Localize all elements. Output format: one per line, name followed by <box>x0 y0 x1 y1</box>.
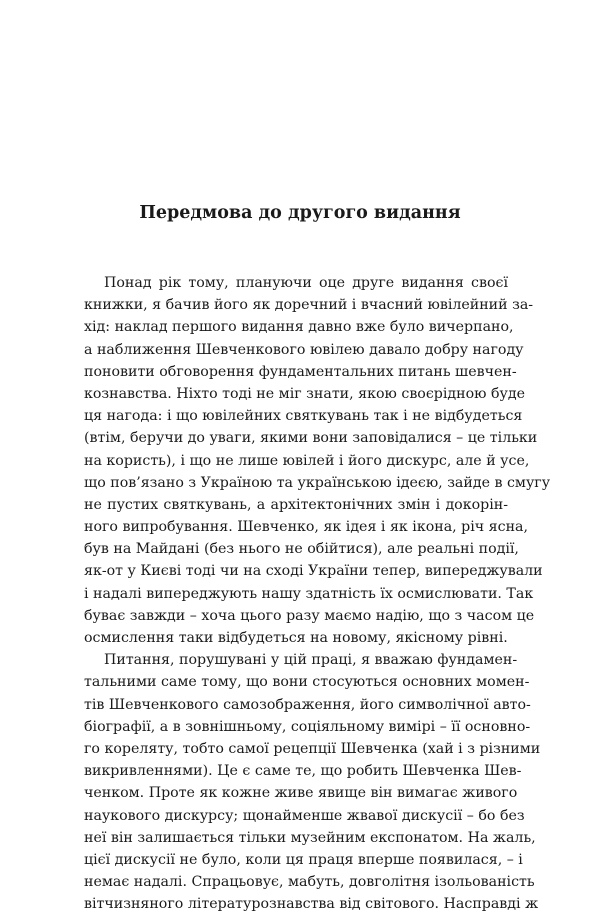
text-line: ченком. Проте як кожне живе явище він вимагає живого <box>84 785 518 802</box>
chapter-title: Передмова до другого видання <box>139 203 461 223</box>
text-line: як-от у Києві тоді чи на сході України тепер, випереджували <box>84 563 543 580</box>
text-line: тів Шевченкового самозображення, його символічної авто- <box>84 696 531 713</box>
text-line: поновити обговорення фундаментальних питань шевчен- <box>84 363 517 380</box>
text-line: хід: наклад першого видання давно вже було вичерпано, <box>84 319 514 336</box>
text-line: а наближення Шевченкового ювілею давало добру нагоду <box>84 341 524 358</box>
text-line: го кореляту, тобто самої рецепції Шевченка (хай і з різними <box>84 740 541 757</box>
text-line: ця нагода: і що ювілейних святкувань так і не відбудеться <box>84 408 523 425</box>
text-line: тальними саме тому, що вони стосуються основних момен- <box>84 674 530 691</box>
paragraph <box>84 649 541 915</box>
text-line: немає надалі. Спрацьовує, мабуть, довголітня ізольованість <box>84 874 535 891</box>
text-line: книжки, я бачив його як доречний і вчасний ювілейний за- <box>84 297 534 314</box>
text-line: цієї дискусії не було, коли ця праця вперше появилася, – і <box>84 851 523 868</box>
text-line: ного випробування. Шевченко, як ідея і як ікона, річ ясна, <box>84 519 528 536</box>
text-line: не пустих святкувань, а архітектонічних змін і докорін- <box>84 496 508 513</box>
text-line: і надалі випереджують нашу здатність їх осмислювати. Так <box>84 585 534 602</box>
text-line: кознавства. Ніхто тоді не міг знати, якою своєрідною буде <box>84 385 526 402</box>
text-line: буває завжди – хоча цього разу маємо надію, що з часом це <box>84 607 535 624</box>
text-line: неї він залишається тільки музейним експонатом. На жаль, <box>84 829 536 846</box>
text-line: що пов’язано з Україною та українською ідеєю, зайде в смугу <box>84 474 551 491</box>
paragraph <box>84 272 551 649</box>
text-line: Понад рік тому, плануючи оце друге видання своєї <box>104 275 508 291</box>
text-line: осмислення таки відбудеться на новому, якісному рівні. <box>84 630 508 646</box>
text-line: біографії, а в зовнішньому, соціяльному вимірі – її основно- <box>84 718 531 735</box>
text-line: вітчизняного літературознавства від світового. Насправді ж <box>84 896 539 913</box>
text-line: наукового дискурсу; щонайменше жвавої дискусії – бо без <box>84 807 525 824</box>
text-line: (втім, беручи до уваги, якими вони заповідалися – це тільки <box>84 430 538 447</box>
text-line: Питання, порушувані у цій праці, я вважаю фундамен- <box>104 652 518 669</box>
text-line: викривленнями). Це є саме те, що робить Шевченка Шев- <box>84 763 522 780</box>
text-line: був на Майдані (без нього не обійтися), але реальні події, <box>84 541 519 558</box>
text-line: на користь), і що не лише ювілей і його дискурс, але й усе, <box>84 452 530 469</box>
body-text <box>84 272 551 915</box>
